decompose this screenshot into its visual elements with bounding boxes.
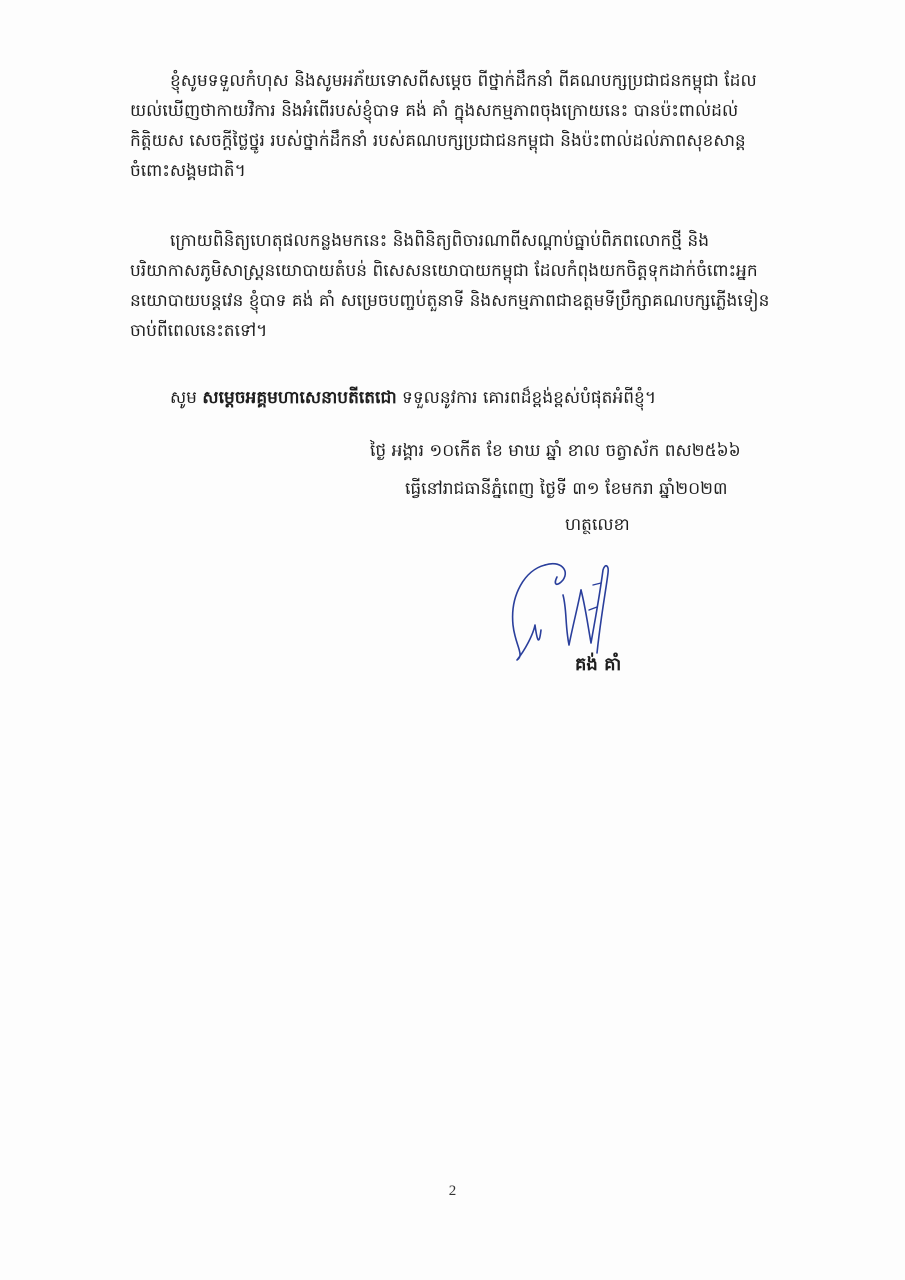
paragraph-line: យល់ឃើញថាកាយវិការ និងអំពើរបស់ខ្ញុំបាទ គង់ គាំ ក្នុងសកម្មភាពចុងក្រោយនេះ បានប៉ះពាល់ដល់ — [130, 101, 739, 121]
paragraph-closing — [130, 383, 810, 413]
closing-line — [130, 383, 810, 413]
lunar-date: ថ្ងៃ អង្គារ ១០កើត ខែ មាឃ ឆ្នាំ ខាល ចត្វាស័ក ពស២៥៦៦ — [370, 441, 741, 461]
closing-addressee: សម្ដេចអគ្គមហាសេនាបតីតេជោ — [202, 388, 397, 408]
signature-label: ហត្ថលេខា — [565, 515, 630, 535]
handwritten-signature — [505, 555, 620, 665]
closing-prefix: សូម — [170, 388, 203, 408]
solar-date: ធ្វើនៅរាជធានីភ្នំពេញ ថ្ងៃទី ៣១ ខែមករា ឆ្នាំ២០២៣ — [405, 479, 728, 499]
paragraph-line: ចំពោះសង្គមជាតិ។ — [130, 161, 246, 181]
paragraph-resignation — [130, 226, 810, 346]
page-number: 2 — [448, 1183, 457, 1199]
closing-suffix: ទទួលនូវការ គោរពដ៏ខ្ពង់ខ្ពស់បំផុតអំពីខ្ញុំ។ — [396, 388, 657, 408]
paragraph-line: នយោបាយបន្តវេន ខ្ញុំបាទ គង់ គាំ សម្រេចបញ្ចប់តួនាទី និងសកម្មភាពជាឧត្តមទីប្រឹក្សាគណបក្សភ្លើងទៀន — [130, 291, 770, 311]
paragraph-line: បរិយាកាសភូមិសាស្ត្រនយោបាយតំបន់ ពិសេសនយោបាយកម្ពុជា ដែលកំពុងយកចិត្តទុកដាក់ចំពោះអ្នក — [130, 261, 758, 281]
paragraph-line: កិត្តិយស សេចក្ដីថ្លៃថ្នូរ របស់ថ្នាក់ដឹកនាំ របស់គណបក្សប្រជាជនកម្ពុជា និងប៉ះពាល់ដល់ភាពសុខសាន្ត — [130, 131, 746, 151]
paragraph-line: ក្រោយពិនិត្យហេតុផលកន្លងមកនេះ និងពិនិត្យពិចារណាពីសណ្ដាប់ធ្នាប់ពិភពលោកថ្មី និង — [170, 231, 709, 251]
paragraph-line: ចាប់ពីពេលនេះតទៅ។ — [130, 321, 268, 341]
paragraph-line: ខ្ញុំសូមទទួលកំហុស និងសូមអភ័យទោសពីសម្ដេច ពីថ្នាក់ដឹកនាំ ពីគណបក្សប្រជាជនកម្ពុជា ដែល — [170, 71, 757, 91]
signer-name: គង់ គាំ — [575, 654, 622, 675]
paragraph-apology — [130, 66, 810, 186]
